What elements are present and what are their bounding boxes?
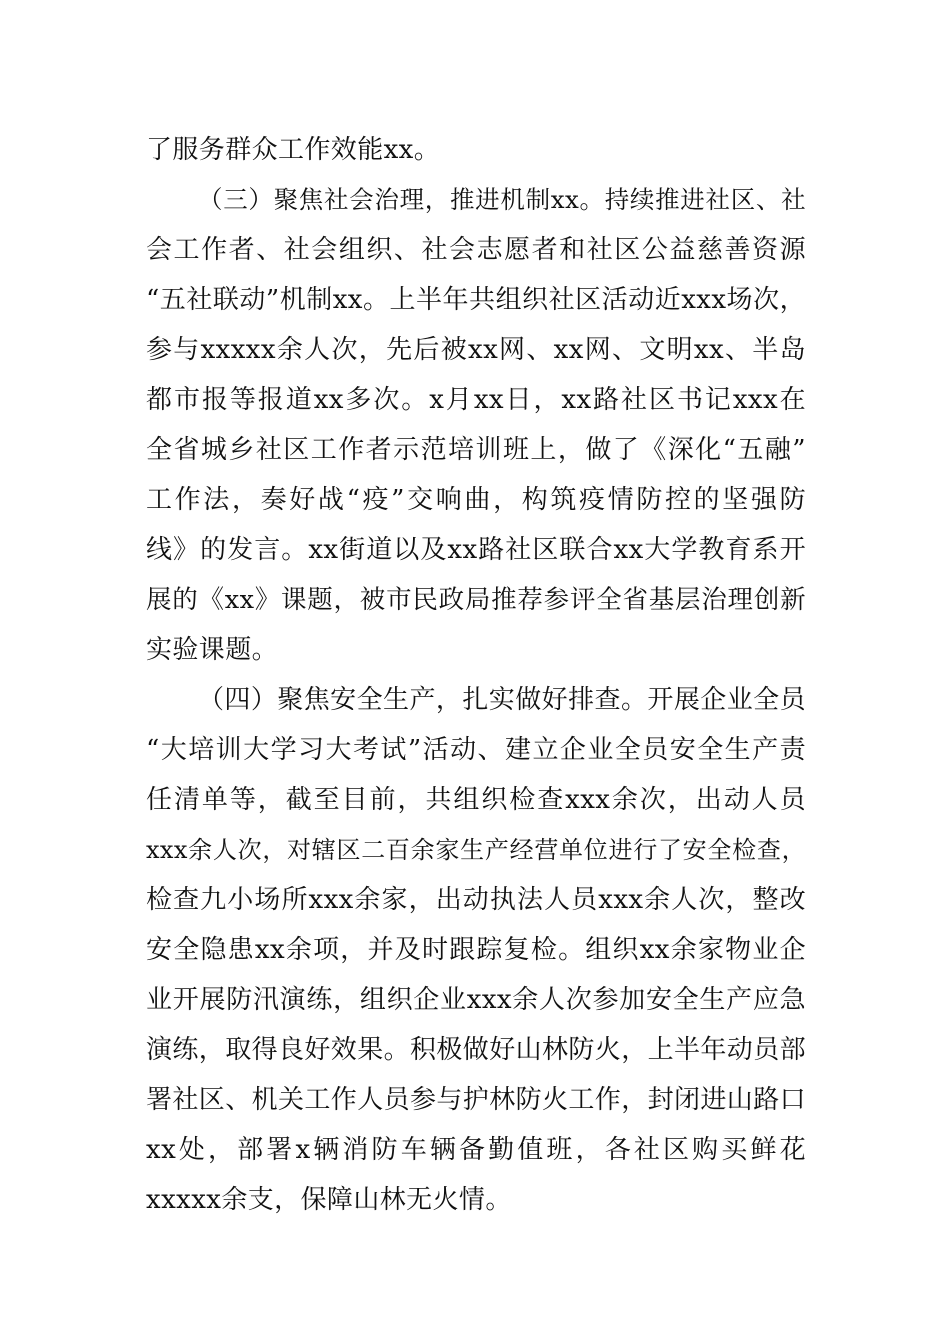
paragraph-3-line-5: 检查九小场所xxx余家，出动执法人员xxx余人次，整改 bbox=[146, 885, 806, 915]
paragraph-3-line-4: xxx余人次，对辖区二百余家生产经营单位进行了安全检查， bbox=[146, 836, 806, 864]
paragraph-1-line-1: 了服务群众工作效能xx。 bbox=[146, 135, 441, 165]
paragraph-3-line-10: xx处，部署x辆消防车辆备勤值班，各社区购买鲜花 bbox=[146, 1135, 806, 1165]
paragraph-2-line-2: 会工作者、社会组织、社会志愿者和社区公益慈善资源 bbox=[146, 235, 806, 265]
paragraph-3-line-2: “大培训大学习大考试”活动、建立企业全员安全生产责 bbox=[146, 735, 806, 765]
paragraph-3-line-11: xxxxx余支，保障山林无火情。 bbox=[146, 1185, 512, 1215]
paragraph-3-line-7: 业开展防汛演练，组织企业xxx余人次参加安全生产应急 bbox=[146, 985, 806, 1015]
paragraph-3-line-9: 署社区、机关工作人员参与护林防火工作，封闭进山路口 bbox=[146, 1085, 807, 1115]
paragraph-2-line-3: “五社联动”机制xx。上半年共组织社区活动近xxx场次， bbox=[146, 285, 806, 315]
paragraph-2-line-9: 展的《xx》课题，被市民政局推荐参评全省基层治理创新 bbox=[146, 585, 806, 615]
paragraph-3-line-8: 演练，取得良好效果。积极做好山林防火，上半年动员部 bbox=[146, 1035, 807, 1065]
paragraph-3-line-1: （四）聚焦安全生产，扎实做好排查。开展企业全员 bbox=[198, 685, 806, 715]
paragraph-2-line-1: （三）聚焦社会治理，推进机制xx。持续推进社区、社 bbox=[198, 185, 806, 214]
paragraph-2-line-4: 参与xxxxx余人次，先后被xx网、xx网、文明xx、半岛 bbox=[146, 335, 806, 365]
paragraph-2-line-8: 线》的发言。xx街道以及xx路社区联合xx大学教育系开 bbox=[146, 535, 806, 565]
paragraph-2-line-7: 工作法，奏好战“疫”交响曲，构筑疫情防控的坚强防 bbox=[146, 485, 806, 515]
paragraph-2-line-6: 全省城乡社区工作者示范培训班上，做了《深化“五融” bbox=[146, 435, 806, 465]
paragraph-2-line-10: 实验课题。 bbox=[146, 635, 279, 665]
paragraph-2-line-5: 都市报等报道xx多次。x月xx日，xx路社区书记xxx在 bbox=[146, 385, 806, 415]
paragraph-3-line-3: 任清单等，截至目前，共组织检查xxx余次，出动人员 bbox=[146, 785, 806, 815]
paragraph-3-line-6: 安全隐患xx余项，并及时跟踪复检。组织xx余家物业企 bbox=[146, 935, 806, 965]
